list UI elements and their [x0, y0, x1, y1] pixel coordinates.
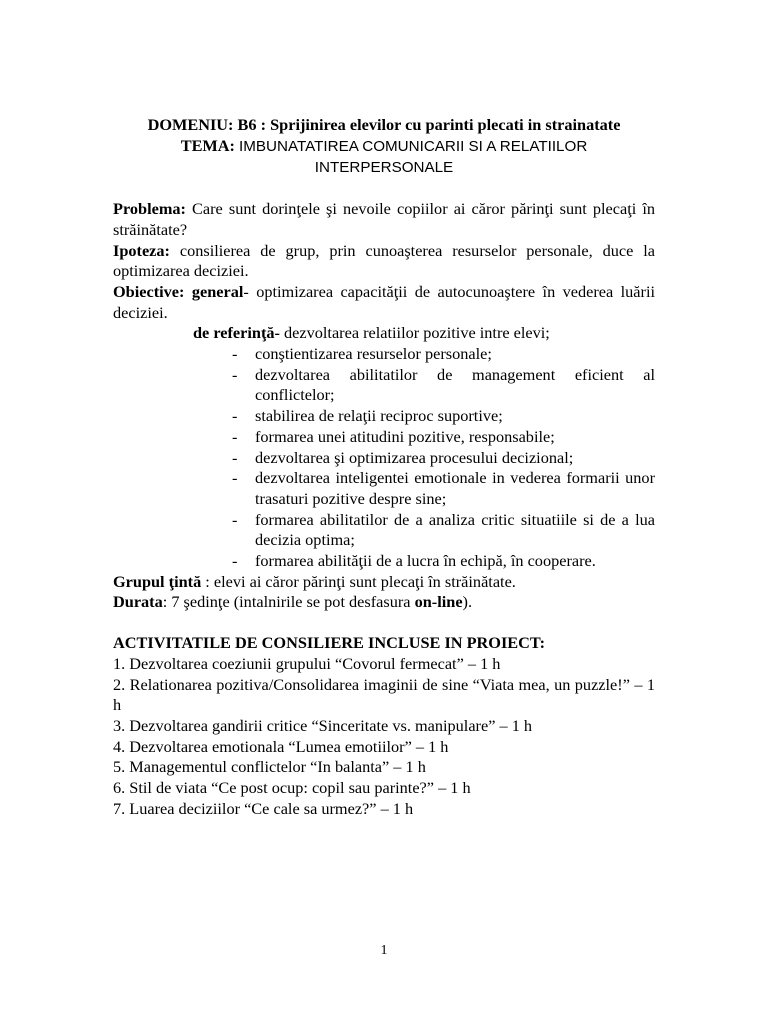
durata-online: on-line [414, 592, 463, 612]
durata-text: : 7 şedinţe (intalnirile se pot desfasura [162, 592, 415, 612]
obiective-label: Obiective: general [113, 281, 244, 301]
durata-text-end: ). [462, 592, 473, 612]
tema-text: IMBUNATATIREA COMUNICARII SI A RELATIILOR INTERPERSONALE [239, 137, 588, 177]
bullet-dash: - [232, 468, 238, 488]
objective-text: conştientizarea resurselor personale; [255, 344, 492, 364]
domeniu-title: DOMENIU: B6 : Sprijinirea elevilor cu parinti plecati in strainatate [147, 115, 621, 134]
referinta-text: dezvoltarea relatiilor pozitive intre elevi; [279, 323, 550, 343]
objective-text: dezvoltarea abilitatilor de management eficient al conflictelor; [255, 364, 655, 405]
bullet-dash: - [232, 364, 238, 384]
objective-item [113, 365, 655, 406]
problema-paragraph [113, 199, 655, 240]
bullet-dash: - [232, 551, 238, 571]
referinta-line [113, 323, 655, 344]
activity-item: 6. Stil de viata “Ce post ocup: copil sau parinte?” – 1 h [113, 778, 471, 798]
objective-item [113, 406, 655, 427]
ipoteza-text: consilierea de grup, prin cunoaşterea resurselor personale, duce la optimizarea deciziei. [113, 240, 655, 281]
bullet-dash: - [232, 426, 238, 446]
referinta-label: de referinţă- [193, 323, 280, 343]
bullet-dash: - [232, 447, 238, 467]
bullet-dash: - [232, 406, 238, 426]
obiective-paragraph [113, 282, 655, 323]
problema-label: Problema: [113, 199, 186, 219]
objective-item [113, 448, 655, 469]
objective-item [113, 468, 655, 509]
objective-item [113, 427, 655, 448]
objective-item [113, 551, 655, 572]
objective-text: formarea abilităţii de a lucra în echipă, în cooperare. [255, 551, 596, 571]
bullet-dash: - [232, 344, 238, 364]
objective-text: formarea abilitatilor de a analiza critic situatiile si de a lua decizia optima; [255, 509, 655, 550]
obiective-general-text: - optimizarea capacităţii de autocunoaştere în vederea luării deciziei. [113, 281, 655, 322]
grup-tinta-paragraph [113, 572, 655, 593]
activity-item: 4. Dezvoltarea emotionala “Lumea emotiilor” – 1 h [113, 736, 449, 756]
objective-text: dezvoltarea inteligentei emotionale in vederea formarii unor trasaturi pozitive despre sine; [255, 468, 655, 508]
grup-tinta-text: : elevi ai căror părinţi sunt plecaţi în străinătate. [201, 571, 516, 591]
document-body [113, 115, 655, 820]
problema-text: Care sunt dorinţele şi nevoile copiilor ai căror părinţi sunt plecaţi în străinătate? [113, 199, 655, 239]
objective-text: formarea unei atitudini pozitive, responsabile; [255, 426, 555, 446]
activity-item: 2. Relationarea pozitiva/Consolidarea imaginii de sine “Viata mea, un puzzle!” – 1 h [113, 674, 655, 715]
bullet-dash: - [232, 509, 238, 529]
ipoteza-paragraph [113, 241, 655, 282]
activities-heading: ACTIVITATILE DE CONSILIERE INCLUSE IN PROIECT: [113, 633, 545, 653]
activity-item: 3. Dezvoltarea gandirii critice “Sinceritate vs. manipulare” – 1 h [113, 715, 533, 735]
objective-text: dezvoltarea şi optimizarea procesului decizional; [255, 447, 574, 467]
durata-label: Durata [113, 592, 163, 612]
activity-item: 5. Managementul conflictelor “In balanta” – 1 h [113, 757, 426, 777]
activities-list [113, 654, 655, 820]
objective-item [113, 510, 655, 551]
tema-label: TEMA: [180, 135, 235, 155]
grup-tinta-label: Grupul ţintă [113, 571, 202, 591]
objective-item [113, 344, 655, 365]
page-number: 1 [380, 943, 388, 958]
objectives-list [113, 344, 655, 572]
tema-title [113, 136, 655, 179]
activity-item: 1. Dezvoltarea coeziunii grupului “Covorul fermecat” – 1 h [113, 653, 501, 673]
durata-paragraph [113, 592, 655, 613]
objective-text: stabilirea de relaţii reciproc suportive; [255, 406, 503, 426]
activity-item: 7. Luarea deciziilor “Ce cale sa urmez?” – 1 h [113, 798, 414, 818]
ipoteza-label: Ipoteza: [113, 240, 170, 260]
